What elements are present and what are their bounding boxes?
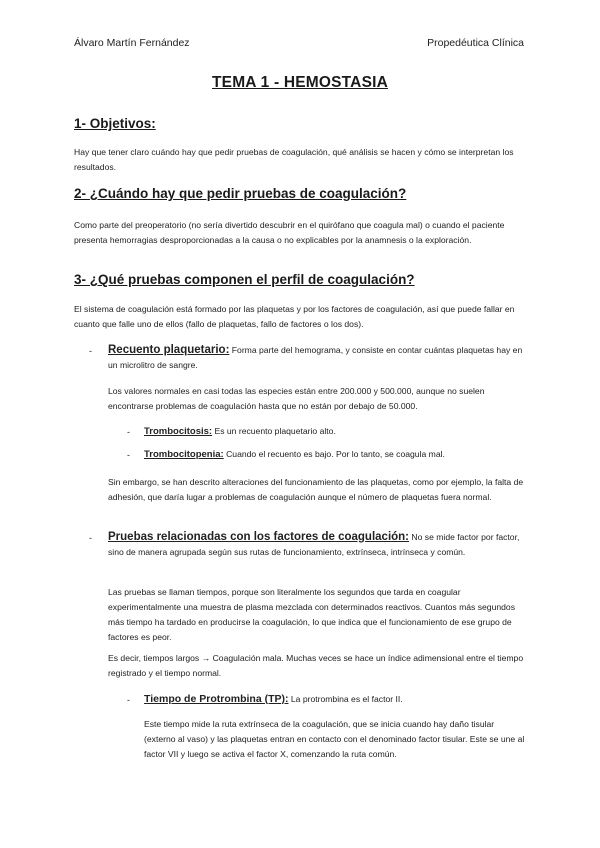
- header-author: Álvaro Martín Fernández: [74, 37, 190, 49]
- trombocitosis-term: Trombocitosis:: [144, 426, 213, 437]
- page-title: TEMA 1 - HEMOSTASIA: [211, 74, 389, 91]
- factores-tiempos: Las pruebas se llaman tiempos, porque son literalmente los segundos que tarda en coagular experimentalmente una muestra de plasma mezclada con determinados reactivos. Cuantos más segundos más tiempo ha tardado en producirse la coagulación, lo que indica que el funcionamiento de ese grupo de factores es peor.: [108, 587, 515, 642]
- recuento-paragraph: [108, 343, 530, 373]
- factores-text: No se mide factor por factor, sino de manera agrupada según sus rutas de funcionamiento, extrínseca, intrínseca y común.: [108, 532, 520, 557]
- bullet-trombocitopenia: -: [127, 450, 130, 460]
- recuento-text: Forma parte del hemograma, y consiste en contar cuántas plaquetas hay en un microlitro de sangre.: [108, 345, 523, 370]
- trombocitopenia-term: Trombocitopenia:: [144, 449, 224, 460]
- recuento-sin-embargo: Sin embargo, se han descrito alteraciones del funcionamiento de las plaquetas, como por ejemplo, la falta de adhesión, que daría lugar a problemas de coagulación aunque el número de plaquetas fuera normal.: [108, 477, 524, 502]
- trombocitopenia-text: Cuando el recuento es bajo. Por lo tanto, se coagula mal.: [223, 449, 445, 459]
- recuento-term: Recuento plaquetario:: [108, 344, 230, 356]
- header-subject: Propedéutica Clínica: [427, 37, 524, 49]
- factores-es-decir: Es decir, tiempos largos → Coagulación mala. Muchas veces se hace un índice adimensional entre el tiempo registrado y el tiempo normal.: [108, 653, 524, 678]
- section-1-text: Hay que tener claro cuándo hay que pedir pruebas de coagulación, qué análisis se hacen y cómo se interpretan los resultados.: [74, 147, 514, 172]
- factores-term: Pruebas relacionadas con los factores de coagulación:: [108, 531, 410, 543]
- trombocitosis-text: Es un recuento plaquetario alto.: [212, 426, 336, 436]
- tp-item: [144, 692, 528, 707]
- bullet-tp: -: [127, 695, 130, 705]
- factores-paragraph: [108, 530, 530, 560]
- section-1-heading: 1- Objetivos:: [74, 116, 156, 131]
- trombocitosis-item: [144, 424, 528, 439]
- bullet-recuento: -: [89, 346, 92, 356]
- bullet-trombocitosis: -: [127, 427, 130, 437]
- section-2-heading: 2- ¿Cuándo hay que pedir pruebas de coagulación?: [74, 186, 407, 201]
- section-3-intro: El sistema de coagulación está formado por las plaquetas y por los factores de coagulación, así que puede fallar en cuanto que falle uno de ellos (fallo de plaquetas, fallo de factores o los dos).: [74, 304, 515, 329]
- section-3-heading: 3- ¿Qué pruebas componen el perfil de coagulación?: [74, 272, 415, 287]
- trombocitopenia-item: [144, 447, 528, 462]
- recuento-normal-values: Los valores normales en casi todas las especies están entre 200.000 y 500.000, aunque no suelen encontrarse problemas de coagulación hasta que no están por debajo de 50.000.: [108, 386, 485, 411]
- bullet-factores: -: [89, 533, 92, 543]
- tp-text: La protrombina es el factor II.: [288, 694, 403, 704]
- section-2-text: Como parte del preoperatorio (no sería divertido descubrir en el quirófano que coagula mal) o cuando el paciente presenta hemorragias desproporcionadas a la causa o no explicables por la anamnesis o la exploración.: [74, 220, 505, 245]
- tp-description: Este tiempo mide la ruta extrínseca de la coagulación, que se inicia cuando hay daño tisular (externo al vaso) y las plaquetas entran en contacto con el denominado factor tisular. Este se une al factor VII y luego se activa el factor X, comenzando la ruta común.: [144, 719, 525, 759]
- tp-term: Tiempo de Protrombina (TP):: [144, 693, 289, 705]
